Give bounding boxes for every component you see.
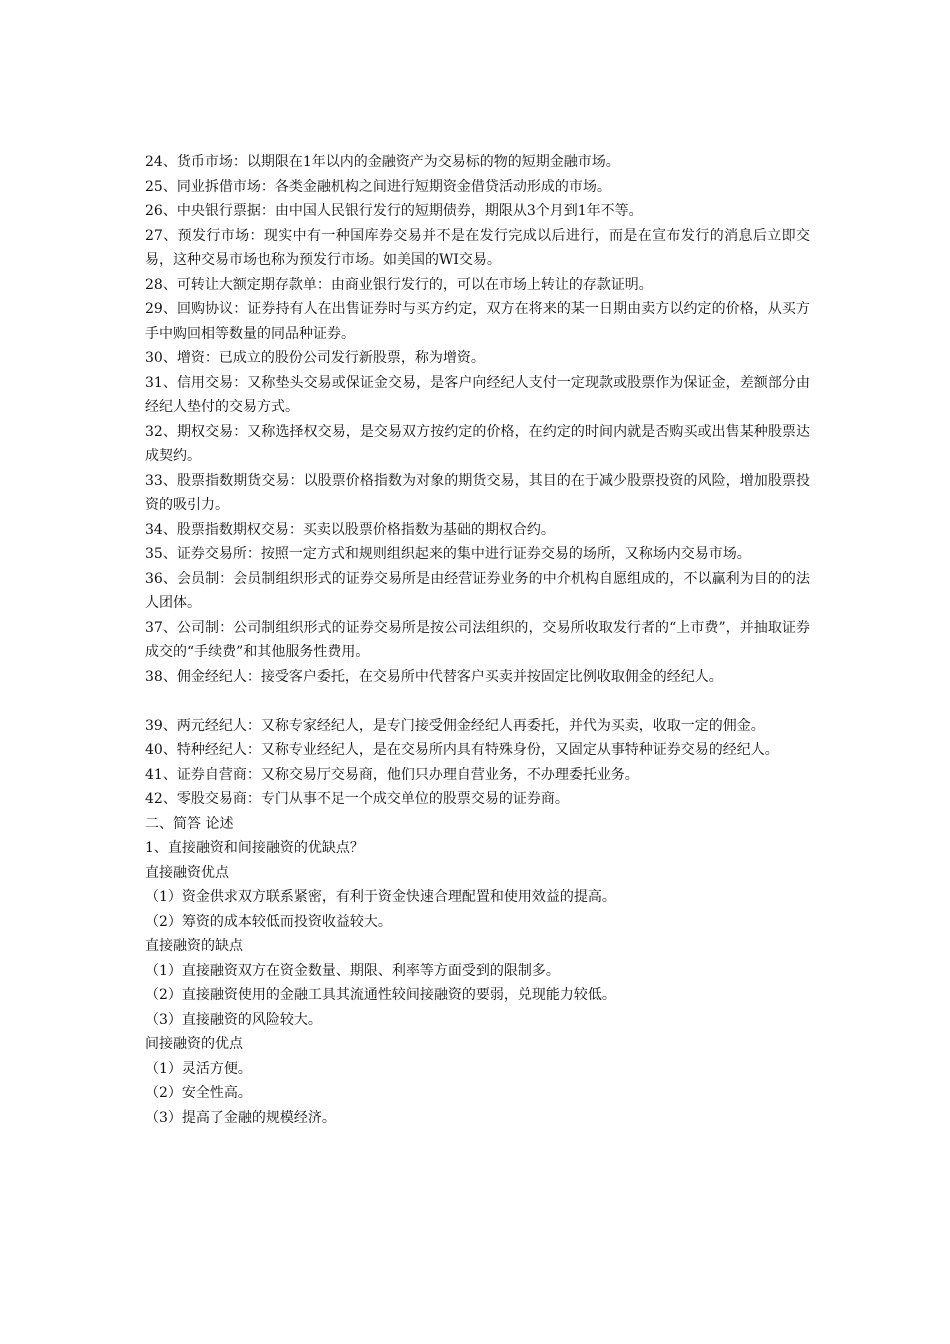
definition-32: 32、期权交易：又称选择权交易，是交易双方按约定的价格，在约定的时间内就是否购买或出售某种股票达成契约。 <box>145 423 810 464</box>
definition-41: 41、证券自营商：又称交易厅交易商，他们只办理自营业务，不办理委托业务。 <box>145 766 639 783</box>
definition-25: 25、同业拆借市场：各类金融机构之间进行短期资金借贷活动形成的市场。 <box>145 178 611 195</box>
direct-pros-item: （1）资金供求双方联系紧密，有利于资金快速合理配置和使用效益的提高。 <box>145 889 616 905</box>
indirect-pros-heading: 间接融资的优点 <box>145 1036 243 1052</box>
direct-cons-item: （3）直接融资的风险较大。 <box>145 1011 322 1028</box>
direct-cons-item: （1）直接融资双方在资金数量、期限、利率等方面受到的限制多。 <box>145 962 560 979</box>
definition-36: 36、会员制：会员制组织形式的证券交易所是由经营证券业务的中介机构自愿组成的，不以赢利为目的的法人团体。 <box>145 570 810 611</box>
question-1: 1、直接融资和间接融资的优缺点？ <box>145 840 364 856</box>
definition-40: 40、特种经纪人：又称专业经纪人，是在交易所内具有特殊身份，又固定从事特种证券交易的经纪人。 <box>145 742 779 758</box>
direct-pros-heading: 直接融资优点 <box>145 864 229 881</box>
definition-37: 37、公司制：公司制组织形式的证券交易所是按公司法组织的，交易所收取发行者的“上市费”，并抽取证券成交的“手续费”和其他服务性费用。 <box>145 619 810 660</box>
indirect-pros-item: （3）提高了金融的规模经济。 <box>145 1109 336 1126</box>
indirect-pros-item: （2）安全性高。 <box>145 1085 252 1101</box>
section-title: 二、简答 论述 <box>145 815 234 832</box>
definition-38: 38、佣金经纪人：接受客户委托，在交易所中代替客户买卖并按固定比例收取佣金的经纪人。 <box>145 668 723 685</box>
direct-cons-heading: 直接融资的缺点 <box>145 938 243 954</box>
blank-line <box>145 689 810 714</box>
definition-39: 39、两元经纪人：又称专家经纪人，是专门接受佣金经纪人再委托，并代为买卖，收取一定的佣金。 <box>145 717 765 734</box>
definition-33: 33、股票指数期货交易：以股票价格指数为对象的期货交易，其目的在于减少股票投资的风险，增加股票投资的吸引力。 <box>145 472 810 513</box>
definition-34: 34、股票指数期权交易：买卖以股票价格指数为基础的期权合约。 <box>145 521 555 538</box>
definition-26: 26、中央银行票据：由中国人民银行发行的短期债券，期限从3个月到1年不等。 <box>145 203 643 219</box>
document-page <box>145 150 810 1130</box>
definition-35: 35、证券交易所：按照一定方式和规则组织起来的集中进行证券交易的场所，又称场内交易市场。 <box>145 546 751 562</box>
definition-29: 29、回购协议：证券持有人在出售证券时与买方约定，双方在将来的某一日期由卖方以约定的价格，从买方手中购回相等数量的同品种证券。 <box>145 301 810 342</box>
definition-30: 30、增资：已成立的股份公司发行新股票，称为增资。 <box>145 350 485 366</box>
direct-cons-item: （2）直接融资使用的金融工具其流通性较间接融资的要弱，兑现能力较低。 <box>145 987 616 1003</box>
definition-28: 28、可转让大额定期存款单：由商业银行发行的，可以在市场上转让的存款证明。 <box>145 276 653 293</box>
direct-pros-item: （2）筹资的成本较低而投资收益较大。 <box>145 913 392 930</box>
indirect-pros-item: （1）灵活方便。 <box>145 1060 252 1077</box>
definition-31: 31、信用交易：又称垫头交易或保证金交易，是客户向经纪人支付一定现款或股票作为保证金，差额部分由经纪人垫付的交易方式。 <box>145 374 810 415</box>
definition-24: 24、货币市场：以期限在1年以内的金融资产为交易标的物的短期金融市场。 <box>145 154 620 170</box>
definition-42: 42、零股交易商：专门从事不足一个成交单位的股票交易的证券商。 <box>145 791 569 807</box>
definition-27: 27、预发行市场：现实中有一种国库券交易并不是在发行完成以后进行，而是在宣布发行的消息后立即交易，这种交易市场也称为预发行市场。如美国的WI交易。 <box>145 227 810 268</box>
